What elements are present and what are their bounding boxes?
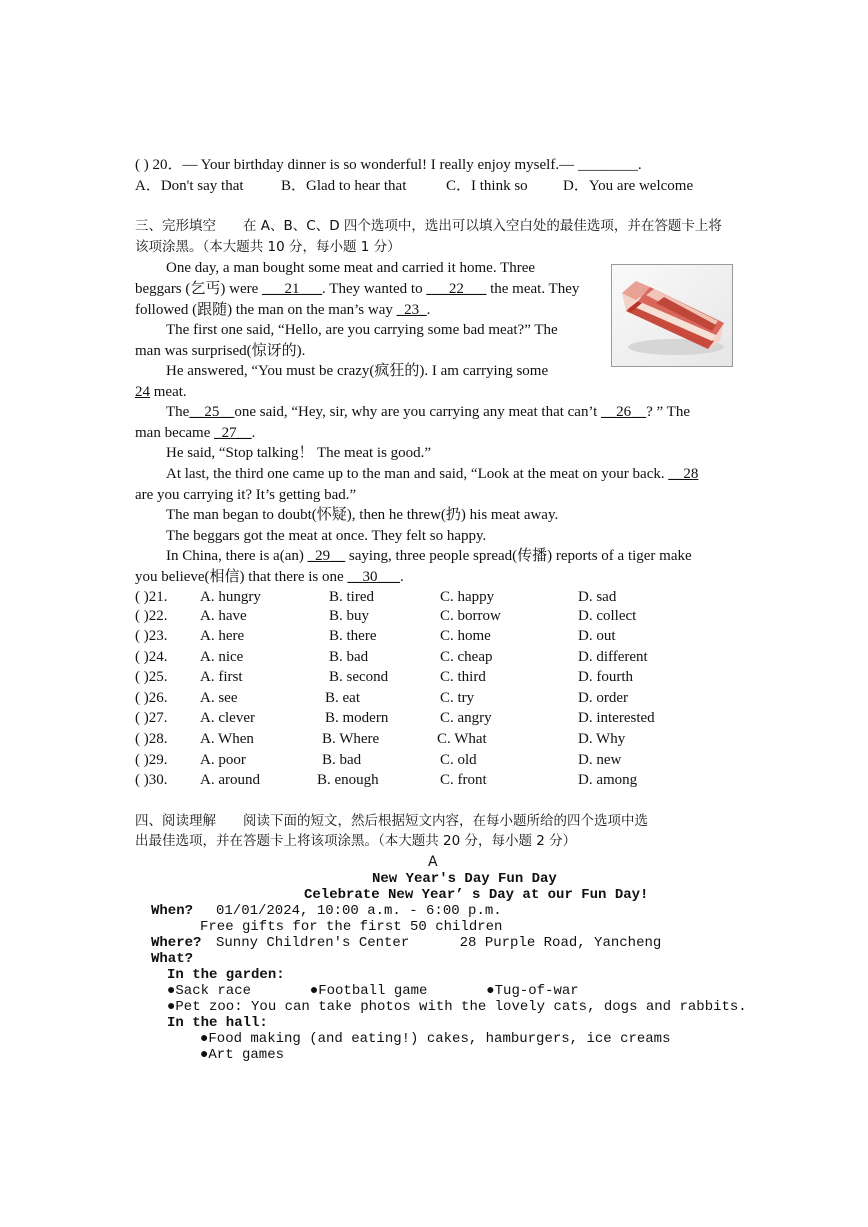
passage-line: are you carrying it? It’s getting bad.” xyxy=(135,487,357,503)
section-3-instruction-line2: 该项涂黑。（本大题共 10 分，每小题 1 分） xyxy=(135,239,401,255)
passage-line: At last, the third one came up to the man and said, “Look at the meat on your back. __28 xyxy=(166,466,699,482)
passage-line: beggars (乞丐) were ___21___. They wanted to ___22___ the meat. They xyxy=(135,281,580,297)
q20-option-a: A．Don't say that xyxy=(135,178,244,194)
what-label: What? xyxy=(151,951,194,967)
when-value: 01/01/2024, 10:00 a.m. - 6:00 p.m. xyxy=(216,903,502,919)
choice-a: A. see xyxy=(200,690,238,706)
blank-26: __26__ xyxy=(601,404,647,420)
where-value: Sunny Children's Center 28 Purple Road, Yancheng xyxy=(216,935,662,951)
choice-a: A. around xyxy=(200,772,260,788)
blank-22: ___22___ xyxy=(426,281,487,297)
passage-line: The man began to doubt(怀疑), then he threw(扔) his meat away. xyxy=(166,507,559,523)
ad-subtitle: Celebrate New Year’ s Day at our Fun Day! xyxy=(304,887,649,903)
choice-number: ( )27. xyxy=(135,710,168,726)
passage-line: followed (跟随) the man on the man’s way _23_. xyxy=(135,302,431,318)
q20-option-b: B．Glad to hear that xyxy=(281,178,407,194)
choice-number: ( )22. xyxy=(135,608,168,624)
passage-line: The first one said, “Hello, are you carrying some bad meat?” The xyxy=(166,322,558,338)
choice-c: C. angry xyxy=(440,710,492,726)
passage-line: 24 meat. xyxy=(135,384,187,400)
section-4-instruction-line2: 出最佳选项，并在答题卡上将该项涂黑。（本大题共 20 分，每小题 2 分） xyxy=(135,833,577,849)
choice-number: ( )29. xyxy=(135,752,168,768)
choice-c: C. try xyxy=(440,690,475,706)
blank-28: __28 xyxy=(668,466,699,482)
passage-line: One day, a man bought some meat and carried it home. Three xyxy=(166,260,536,276)
pet-zoo-activity: ●Pet zoo: You can take photos with the lovely cats, dogs and rabbits. xyxy=(167,999,747,1015)
choice-c: C. home xyxy=(440,628,491,644)
choice-c: C. front xyxy=(440,772,487,788)
passage-line: man was surprised(惊讶的). xyxy=(135,343,306,359)
choice-b: B. modern xyxy=(325,710,389,726)
choice-number: ( )26. xyxy=(135,690,168,706)
passage-line: The__25__one said, “Hey, sir, why are you carrying any meat that can’t __26__? ” The xyxy=(166,404,690,420)
choice-d: D. sad xyxy=(578,589,617,605)
where-label: Where? xyxy=(151,935,202,951)
meat-photo xyxy=(611,264,733,367)
choice-number: ( )30. xyxy=(135,772,168,788)
blank-29: _29__ xyxy=(307,548,346,564)
choice-b: B. bad xyxy=(322,752,362,768)
section-3-instruction-line1: 三、完形填空 在 A、B、C、D 四个选项中，选出可以填入空白处的最佳选项，并在答题卡上将 xyxy=(135,218,722,234)
choice-d: D. out xyxy=(578,628,616,644)
garden-activities: ●Sack race ●Football game ●Tug-of-war xyxy=(167,983,579,999)
blank-24: 24 xyxy=(135,384,150,400)
choice-d: D. among xyxy=(578,772,638,788)
choice-number: ( )25. xyxy=(135,669,168,685)
passage-line: He answered, “You must be crazy(疯狂的). I am carrying some xyxy=(166,363,549,379)
blank-30: __30___ xyxy=(347,569,400,585)
choice-d: D. fourth xyxy=(578,669,633,685)
choice-b: B. buy xyxy=(329,608,370,624)
choice-a: A. hungry xyxy=(200,589,261,605)
when-label: When? xyxy=(151,903,194,919)
passage-line: you believe(相信) that there is one __30___. xyxy=(135,569,404,585)
garden-label: In the garden: xyxy=(167,967,285,983)
choice-c: C. cheap xyxy=(440,649,493,665)
choice-number: ( )24. xyxy=(135,649,168,665)
choice-c: C. happy xyxy=(440,589,495,605)
choice-b: B. tired xyxy=(329,589,374,605)
choice-d: D. interested xyxy=(578,710,655,726)
choice-b: B. Where xyxy=(322,731,380,747)
choice-b: B. enough xyxy=(317,772,379,788)
choice-d: D. different xyxy=(578,649,648,665)
choice-d: D. order xyxy=(578,690,628,706)
choice-d: D. Why xyxy=(578,731,626,747)
choice-number: ( )21. xyxy=(135,589,168,605)
hall-label: In the hall: xyxy=(167,1015,268,1031)
choice-b: B. there xyxy=(329,628,377,644)
q20-option-d: D．You are welcome xyxy=(563,178,694,194)
choice-b: B. bad xyxy=(329,649,369,665)
blank-25: __25__ xyxy=(189,404,235,420)
choice-number: ( )23. xyxy=(135,628,168,644)
choice-a: A. poor xyxy=(200,752,246,768)
art-games-activity: ●Art games xyxy=(200,1047,285,1063)
choice-c: C. What xyxy=(437,731,487,747)
question-20-stem: ( ) 20．— Your birthday dinner is so wonderful! I really enjoy myself.— ________. xyxy=(135,157,642,173)
choice-b: B. eat xyxy=(325,690,360,706)
q20-option-c: C．I think so xyxy=(446,178,528,194)
choice-a: A. nice xyxy=(200,649,244,665)
blank-23: _23_ xyxy=(396,302,427,318)
pork-belly-image xyxy=(612,265,732,366)
ad-title: New Year's Day Fun Day xyxy=(372,871,557,887)
choice-d: D. collect xyxy=(578,608,637,624)
choice-a: A. clever xyxy=(200,710,255,726)
choice-c: C. old xyxy=(440,752,477,768)
blank-27: _27__ xyxy=(214,425,252,441)
passage-line: The beggars got the meat at once. They felt so happy. xyxy=(166,528,487,544)
choice-a: A. have xyxy=(200,608,247,624)
blank-21: ___21___ xyxy=(262,281,323,297)
choice-a: A. When xyxy=(200,731,254,747)
section-4-instruction-line1: 四、阅读理解 阅读下面的短文，然后根据短文内容，在每小题所给的四个选项中选 xyxy=(135,813,648,829)
food-making-activity: ●Food making (and eating!) cakes, hamburgers, ice creams xyxy=(200,1031,671,1047)
passage-line: In China, there is a(an) _29__ saying, three people spread(传播) reports of a tiger make xyxy=(166,548,692,564)
choice-c: C. third xyxy=(440,669,486,685)
choice-a: A. first xyxy=(200,669,243,685)
passage-line: He said, “Stop talking！ The meat is good.” xyxy=(166,445,432,461)
choice-number: ( )28. xyxy=(135,731,168,747)
passage-line: man became _27__. xyxy=(135,425,256,441)
passage-label: A xyxy=(428,854,438,870)
choice-b: B. second xyxy=(329,669,389,685)
choice-d: D. new xyxy=(578,752,622,768)
free-gifts-note: Free gifts for the first 50 children xyxy=(200,919,503,935)
choice-c: C. borrow xyxy=(440,608,501,624)
choice-a: A. here xyxy=(200,628,245,644)
